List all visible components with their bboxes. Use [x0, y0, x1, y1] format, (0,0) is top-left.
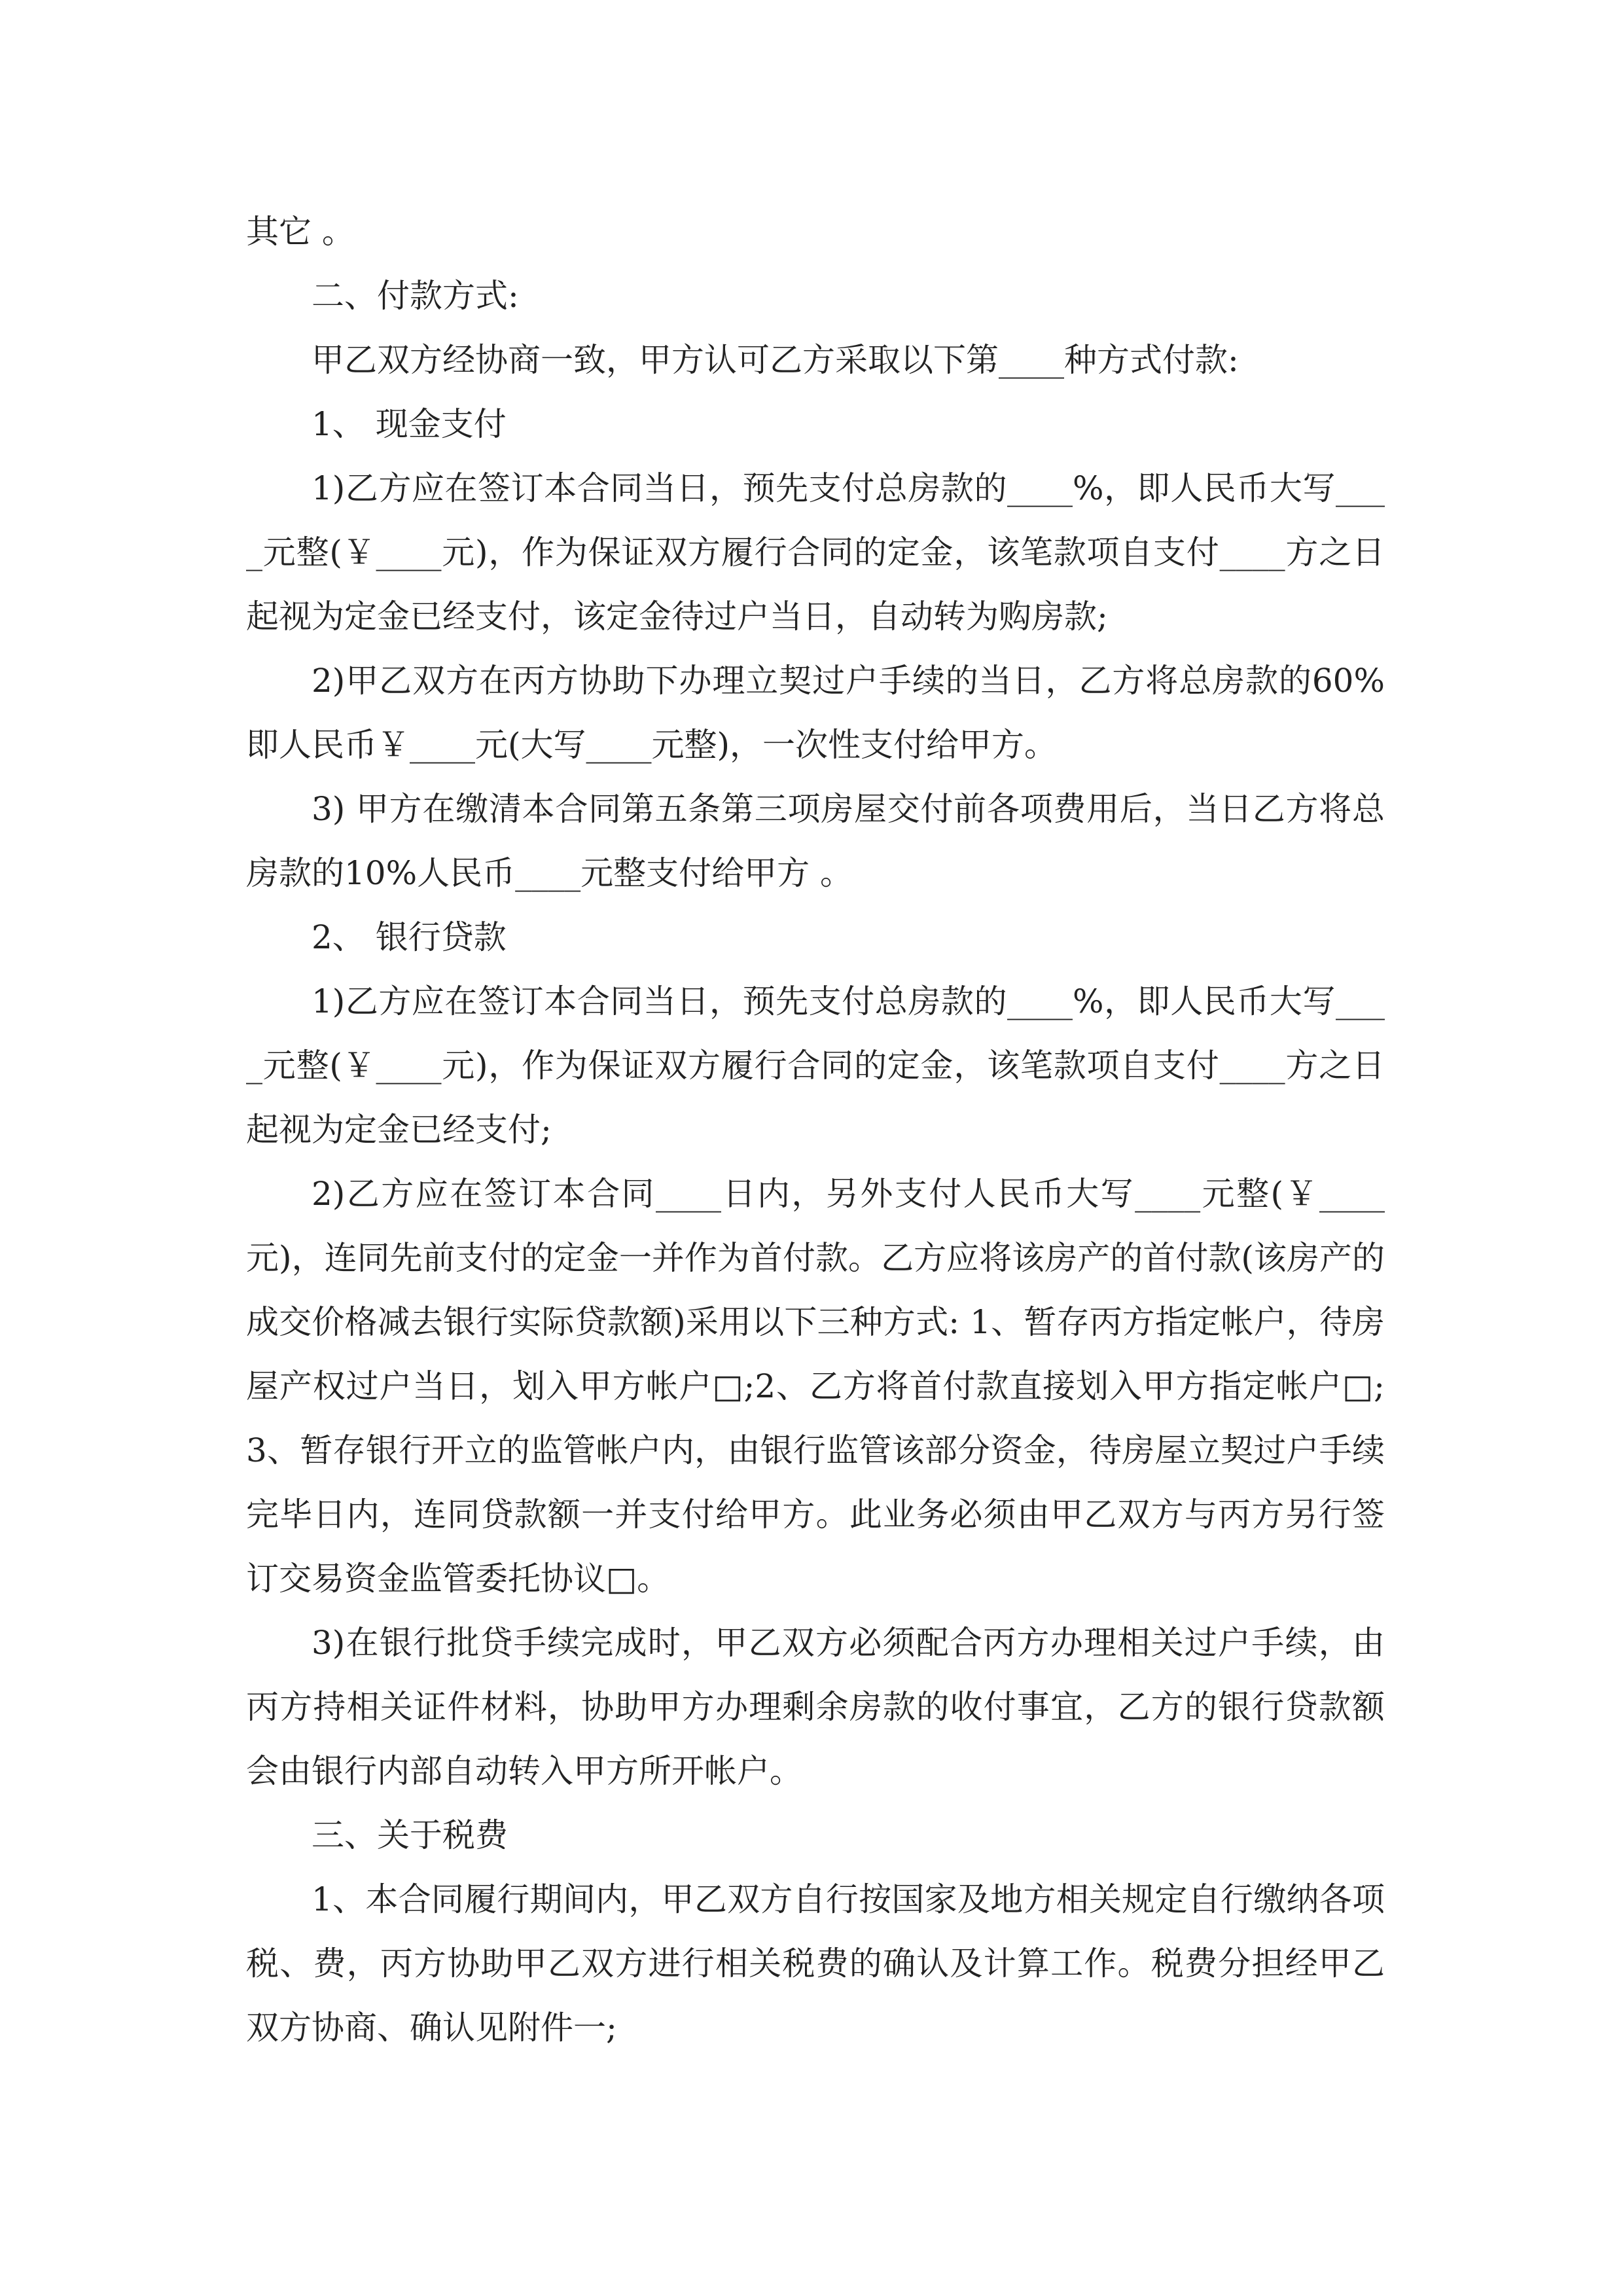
paragraph-loan-downpayment: 2)乙方应在签订本合同____日内，另外支付人民币大写____元整(￥____元)，连同先前支付的定金一并作为首付款。乙方应将该房产的首付款(该房产的成交价格减去银行实际贷款额)采用以下三种方式: 1、暂存丙方指定帐户，待房屋产权过户当日，划入甲方帐户□;2、乙方将首付款直接划入甲方指定帐户□;3、暂存银行开立的监管帐户内，由银行监管该部分资金，待房屋立契过户手续完毕日内，连同贷款额一并支付给甲方。此业务必须由甲乙双方与丙方另行签订交易资金监管委托协议□。 — [246, 1175, 1385, 1598]
paragraph-loan-approval: 3)在银行批贷手续完成时，甲乙双方必须配合丙方办理相关过户手续，由丙方持相关证件材料，协助甲方办理剩余房款的收付事宜，乙方的银行贷款额会由银行内部自动转入甲方所开帐户。 — [246, 1624, 1385, 1790]
subheading-cash-payment: 1、 现金支付 — [312, 405, 507, 443]
paragraph-other: 其它 。 — [246, 213, 355, 251]
section-heading-payment-method: 二、付款方式: — [312, 277, 519, 315]
paragraph-cash-deposit: 1)乙方应在签订本合同当日，预先支付总房款的____%，即人民币大写____元整(￥____元)，作为保证双方履行合同的定金，该笔款项自支付____方之日起视为定金已经支付，该定金待过户当日，自动转为购房款; — [246, 469, 1385, 636]
paragraph-taxes: 1、本合同履行期间内，甲乙双方自行按国家及地方相关规定自行缴纳各项税、费，丙方协助甲乙双方进行相关税费的确认及计算工作。税费分担经甲乙双方协商、确认见附件一; — [246, 1880, 1385, 2047]
paragraph-cash-transfer: 2)甲乙双方在丙方协助下办理立契过户手续的当日，乙方将总房款的60%即人民币￥____元(大写____元整)，一次性支付给甲方。 — [246, 662, 1385, 764]
subheading-bank-loan: 2、 银行贷款 — [312, 918, 507, 956]
paragraph-loan-deposit: 1)乙方应在签订本合同当日，预先支付总房款的____%，即人民币大写____元整(￥____元)，作为保证双方履行合同的定金，该笔款项自支付____方之日起视为定金已经支付; — [246, 982, 1385, 1149]
paragraph-cash-final: 3) 甲方在缴清本合同第五条第三项房屋交付前各项费用后，当日乙方将总房款的10%人民币____元整支付给甲方 。 — [246, 790, 1385, 892]
section-heading-taxes: 三、关于税费 — [312, 1816, 508, 1854]
paragraph-payment-agreement: 甲乙双方经协商一致，甲方认可乙方采取以下第____种方式付款: — [312, 341, 1239, 379]
